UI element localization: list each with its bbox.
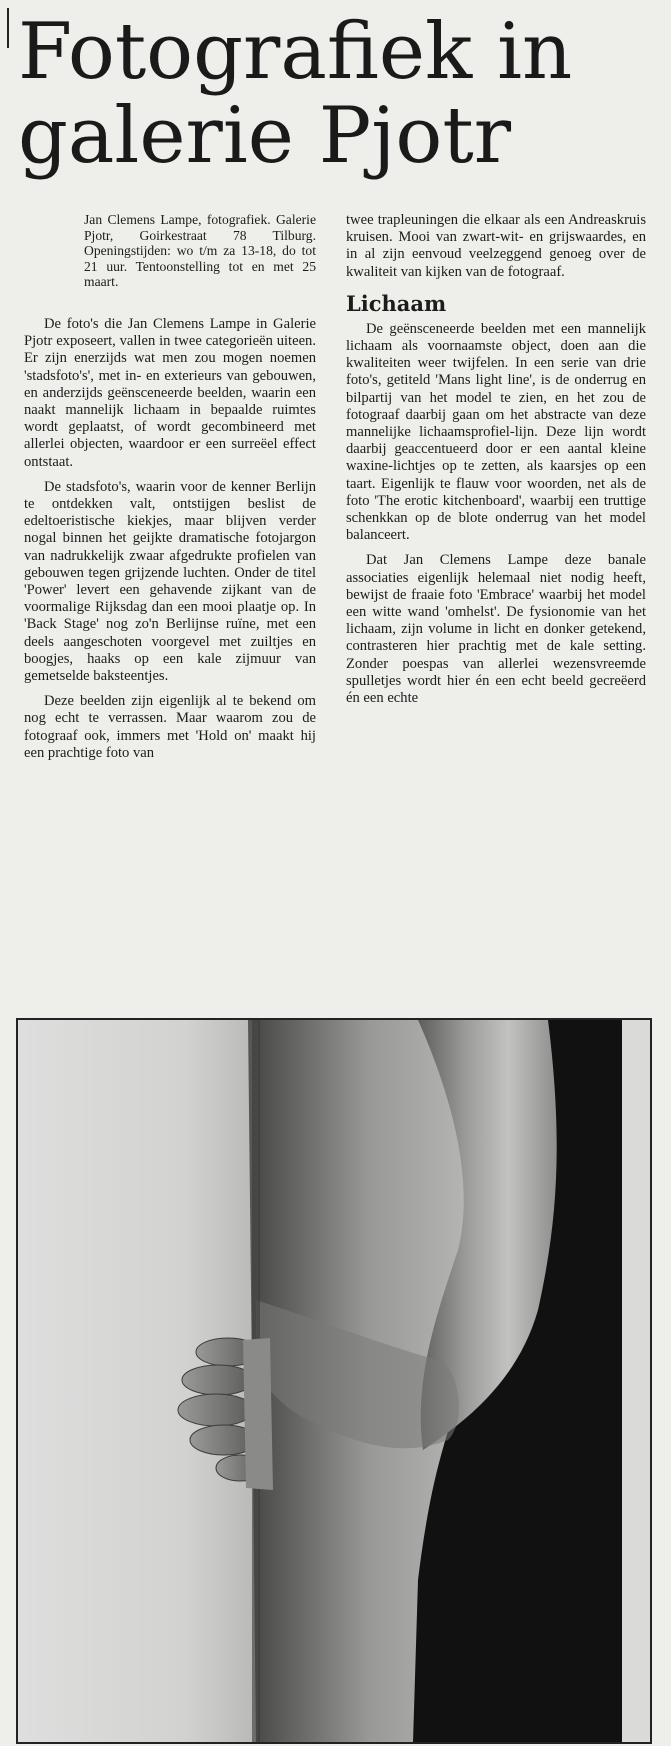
column-rule	[7, 8, 9, 48]
body-paragraph: De foto's die Jan Clemens Lampe in Galerie Pjotr exposeert, vallen in twee categorieën uiteen. Er zijn enerzijds wat men zou mogen noemen 'stadsfoto's', met in- en exterieurs van gebouwen, en anderzijds geënsceneerde beelden, waarin een naakt mannelijk lichaam in bepaalde ruimtes wordt geplaatst, of wordt gecombineerd met allerlei objecten, waardoor er een surreëel effect ontstaat.	[24, 315, 316, 470]
body-paragraph: De geënsceneerde beelden met een mannelijk lichaam als voornaamste object, doen aan die kwaliteiten weer twijfelen. In een serie van drie foto's, getiteld 'Mans light line', is de onderrug en bilpartij van het model te zien, en het zou de fotograaf daarbij gaan om het abstracte van deze mannelijke lichaamsprofiel-lijn. Deze lijn wordt daarbij geaccentueerd door er een aantal kleine waxine-lichtjes op te zetten, als kaarsjes op een taart. Eigenlijk te flauw voor woorden, net als de foto 'The erotic kitchenboard', waarbij een truttige schenkkan op de blote onderrug van het model balanceert.	[346, 320, 646, 544]
exhibition-info: Jan Clemens Lampe, fotografiek. Galerie Pjotr, Goirkestraat 78 Tilburg. Openingstijden: wo t/m za 13-18, do tot 21 uur. Tentoonstelling tot en met 25 maart.	[84, 212, 316, 290]
section-subhead: Lichaam	[346, 290, 447, 316]
body-paragraph: De stadsfoto's, waarin voor de kenner Berlijn te ontdekken valt, ontstijgen beslist de edeltoeristische kiekjes, maar blijven verder nogal binnen het geijkte dramatische fotojargon van nadrukkelijk zwaar afgedrukte profielen van gebouwen tegen grijzende luchten. Onder de titel 'Power' levert een gehavende zijkant van de voormalige Rijksdag dan een mooi plaatje op. In 'Back Stage' nog zo'n Berlijnse ruïne, met een deels aangeschoten voorgevel met zuiltjes en boogjes, haaks op een kale zijmuur van gemetselde baksteentjes.	[24, 478, 316, 685]
article-column-left	[24, 212, 316, 762]
spacer	[24, 290, 316, 316]
body-paragraph: Dat Jan Clemens Lampe deze banale associaties eigenlijk helemaal niet nodig heeft, bewijst de fraaie foto 'Embrace' waarbij het model een witte wand 'omhelst'. De fysionomie van het lichaam, zijn volume in licht en donker getekend, contrasteren hier prachtig met de kale setting. Zonder poespas van allerlei wezensvreemde spulletjes wordt hier én een echt beeld gecreëerd én een echte	[346, 552, 646, 707]
body-paragraph: twee trapleuningen die elkaar als een Andreaskruis kruisen. Mooi van zwart-wit- en grijswaardes, en in al zijn eenvoud veelzeggend genoeg over de kwaliteit van kijken van de fotograaf.	[346, 212, 646, 280]
article-photo	[16, 1018, 652, 1744]
article-column-right	[346, 212, 646, 707]
article-headline: Fotografiek in galerie Pjotr	[18, 7, 573, 181]
body-paragraph: Deze beelden zijn eigenlijk al te bekend om nog echt te verrassen. Maar waarom zou de fotograaf ook, immers met 'Hold on' maakt hij een prachtige foto van	[24, 693, 316, 761]
arm-embracing-wall-icon	[18, 1020, 650, 1742]
